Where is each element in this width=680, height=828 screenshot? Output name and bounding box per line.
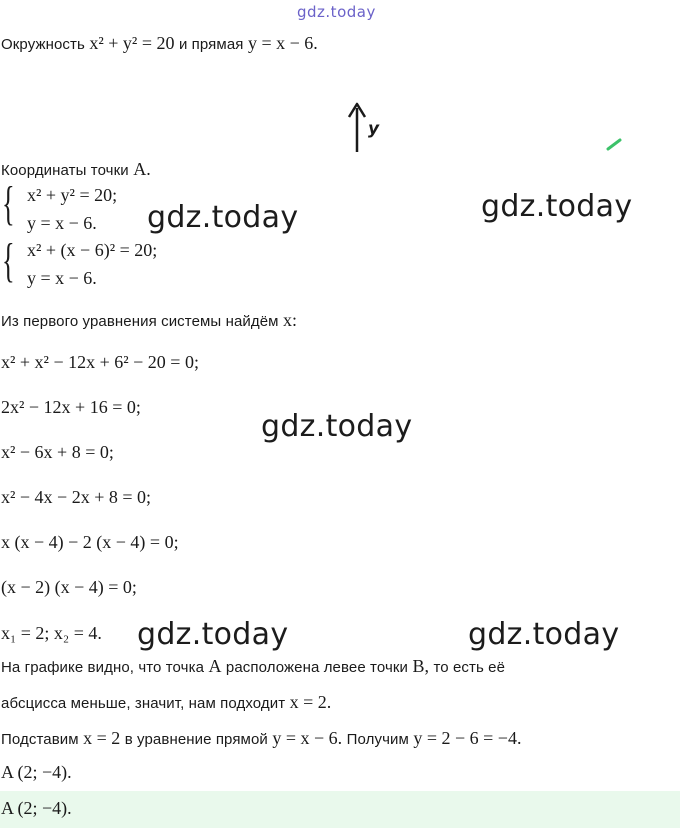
substitute-text: Получим	[346, 731, 409, 748]
y-axis-label: y	[368, 119, 380, 139]
step-1: x² + x² − 12x + 6² − 20 = 0;	[1, 352, 199, 372]
system2-line1: x² + (x − 6)² = 20;	[27, 240, 158, 260]
answer-text: A (2; −4).	[1, 798, 72, 818]
step-3: x² − 6x + 8 = 0;	[1, 442, 114, 462]
watermark: gdz.today	[261, 409, 413, 444]
system1-line1: x² + y² = 20;	[27, 185, 118, 205]
coords-heading-point: A.	[133, 159, 151, 179]
point-b-label: B,	[412, 656, 429, 676]
substitute-line	[1, 728, 521, 749]
substitute-text: Подставим	[1, 731, 79, 748]
intro-line	[1, 33, 318, 54]
conclusion-text: то есть её	[433, 659, 506, 676]
conclusion-text: расположена левее точки	[225, 659, 409, 676]
point-a-label: A	[208, 656, 222, 676]
intro-line-equation: y = x − 6.	[247, 33, 318, 53]
step-4: x² − 4x − 2x + 8 = 0;	[1, 487, 152, 507]
conclusion-text: абсцисса меньше, значит, нам подходит	[1, 695, 286, 712]
intro-circle-equation: x² + y² = 20	[89, 33, 175, 53]
conclusion-line-1	[1, 656, 505, 677]
substitute-equation: x = 2	[83, 728, 121, 748]
intro-prefix: Окружность	[1, 36, 85, 53]
watermark: gdz.today	[147, 200, 299, 235]
result-line: A (2; −4).	[1, 762, 72, 782]
coords-heading-text: Координаты точки	[1, 162, 129, 179]
substitute-equation: y = 2 − 6 = −4.	[413, 728, 522, 748]
find-x-text: Из первого уравнения системы найдём	[1, 313, 279, 330]
watermark: gdz.today	[468, 617, 620, 652]
intro-connector: и прямая	[178, 36, 244, 53]
conclusion-equation: x = 2.	[289, 692, 332, 712]
step-7: x₁ = 2; x₂ = 4.	[1, 623, 102, 643]
system1-brace: {	[2, 177, 15, 230]
watermark: gdz.today	[481, 189, 633, 224]
step-5: x (x − 4) − 2 (x − 4) = 0;	[1, 532, 179, 552]
step-6: (x − 2) (x − 4) = 0;	[1, 577, 137, 597]
system2-brace: {	[2, 234, 15, 287]
find-x-var: x:	[283, 310, 298, 330]
coords-heading	[1, 159, 151, 180]
pen-mark-icon	[604, 136, 624, 152]
step-2: 2x² − 12x + 16 = 0;	[1, 397, 141, 417]
answer-box	[0, 791, 680, 828]
substitute-equation: y = x − 6.	[272, 728, 343, 748]
system1-line2: y = x − 6.	[27, 213, 97, 233]
conclusion-text: На графике видно, что точка	[1, 659, 205, 676]
watermark: gdz.today	[137, 617, 289, 652]
conclusion-line-2	[1, 692, 331, 713]
graph-fragment	[340, 100, 390, 156]
find-x-line	[1, 310, 297, 331]
watermark-top: gdz.today	[297, 3, 376, 21]
substitute-text: в уравнение прямой	[124, 731, 268, 748]
system2-line2: y = x − 6.	[27, 268, 97, 288]
